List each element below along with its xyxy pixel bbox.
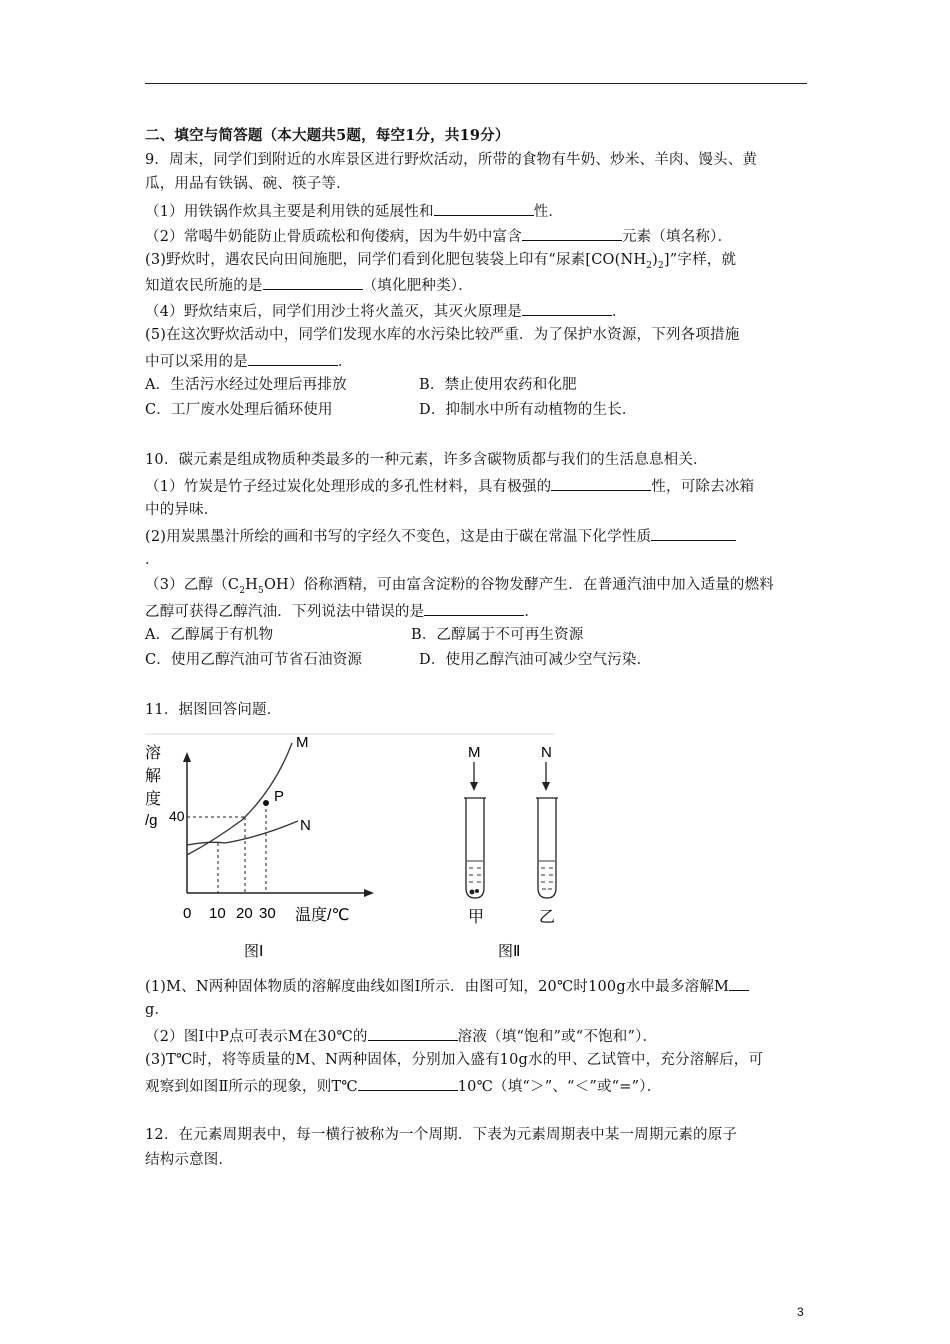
- subscript: 5: [258, 585, 264, 596]
- q9-part3-text-c: ]”字样，就: [663, 252, 737, 268]
- answer-blank[interactable]: [424, 600, 524, 616]
- arrow-n-head: [542, 782, 550, 791]
- q10-part3-line2-text: 乙醇可获得乙醇汽油．下列说法中错误的是: [145, 604, 425, 620]
- test-tube-diagram: [464, 744, 558, 960]
- tube-jia-name: 甲: [468, 909, 485, 926]
- curve-n-label: N: [300, 817, 311, 834]
- q11-part3-line2-text: 观察到如图Ⅱ所示的现象，则T℃: [145, 1079, 358, 1095]
- subscript: 2: [239, 585, 246, 596]
- header-rule: [145, 83, 807, 84]
- q11-part3-line2-suffix: 10℃（填“＞”、“＜”或“=”）．: [457, 1079, 662, 1095]
- answer-blank[interactable]: [358, 1075, 458, 1091]
- q10-part3-text: （3）乙醇（C: [145, 577, 240, 593]
- q9-part3-text: (3)野炊时，遇农民向田间施肥，同学们看到化肥包装袋上印有“尿素[CO(NH: [145, 252, 647, 268]
- q10-stem: 10．碳元素是组成物质种类最多的一种元素，许多含碳物质都与我们的生活息息相关．: [145, 452, 708, 468]
- q10-part3-line2-suffix: ．: [524, 604, 540, 620]
- q9-stem-line2: 瓜，用品有铁锅、碗、筷子等．: [145, 176, 351, 192]
- x-axis-label: 温度/℃: [295, 907, 350, 924]
- q11-part2: [145, 1025, 657, 1047]
- q9-part5-line2: [145, 350, 353, 372]
- y-axis-arrow: [183, 752, 191, 762]
- x-tick-label: 0: [183, 905, 192, 922]
- q10-part3-text-c: OH）俗称酒精，可由富含淀粉的谷物发酵产生．在普通汽油中加入适量的燃料: [263, 577, 774, 593]
- arrow-m-head: [470, 782, 478, 791]
- q9-part1-text: （1）用铁锅作炊具主要是利用铁的延展性和: [145, 204, 434, 220]
- y-axis-label-char: 度: [145, 791, 162, 808]
- y-axis-label-char: 解: [145, 768, 162, 785]
- q10-part3: [145, 575, 774, 595]
- subscript: 2: [646, 260, 653, 271]
- q11-part1-text: (1)M、N两种固体物质的溶解度曲线如图Ⅰ所示．由图可知，20℃时100g水中最多溶解M: [145, 979, 730, 995]
- q10-part3-text-b: H: [245, 577, 259, 593]
- q9-part5-line1: (5)在这次野炊活动中，同学们发现水库的水污染比较严重．为了保护水资源，下列各项措施: [145, 327, 740, 343]
- tube-jia-liquid: [469, 868, 481, 882]
- y-axis-label-char: /g: [145, 812, 158, 829]
- answer-blank[interactable]: [263, 274, 363, 290]
- q9-stem-line1: 9．周末，同学们到附近的水库景区进行野炊活动，所带的食物有牛奶、炒米、羊肉、馒头、黄: [145, 152, 758, 168]
- q10-part2-line2: ．: [145, 552, 160, 568]
- q10-option-c: C．使用乙醇汽油可节省石油资源: [145, 652, 363, 668]
- point-p: [263, 800, 269, 806]
- point-p-label: P: [274, 788, 285, 805]
- q11-part1-line2: g．: [145, 1002, 170, 1018]
- q11-part2-suffix: 溶液（填“饱和”或“不饱和”）．: [457, 1029, 658, 1045]
- q10-option-d: D．使用乙醇汽油可减少空气污染．: [419, 652, 652, 668]
- q9-part3-line2-suffix: （填化肥种类）．: [362, 278, 473, 294]
- q10-part1-line2: 中的异味．: [145, 502, 219, 518]
- q9-part4-text: （4）野炊结束后，同学们用沙土将火盖灭，其灭火原理是: [145, 304, 522, 320]
- x-tick-label: 10: [209, 905, 226, 922]
- q9-part2-text: （2）常喝牛奶能防止骨质疏松和佝偻病，因为牛奶中富含: [145, 229, 522, 245]
- q9-part5-line2-text: 中可以采用的是: [145, 354, 248, 370]
- undissolved-solid: [470, 890, 475, 895]
- q9-part1-suffix: 性．: [533, 204, 564, 220]
- x-tick-label: 20: [236, 905, 253, 922]
- q11-part1: [145, 975, 749, 997]
- q9-part4-suffix: ．: [611, 304, 627, 320]
- tube-jia-label-m: M: [468, 744, 481, 761]
- tube-yi-liquid: [541, 868, 553, 889]
- tube-yi-name: 乙: [539, 909, 556, 926]
- y-tick-label: 40: [169, 808, 185, 824]
- q10-option-a: A．乙醇属于有机物: [145, 627, 274, 643]
- x-tick-label: 30: [259, 905, 276, 922]
- q9-part5-line2-suffix: ．: [337, 354, 353, 370]
- tube-yi-label-n: N: [541, 744, 552, 761]
- answer-blank[interactable]: [434, 200, 534, 216]
- answer-blank[interactable]: [651, 525, 736, 541]
- q11-part3-line2: [145, 1075, 661, 1097]
- q9-part3-line2-text: 知道农民所施的是: [145, 278, 263, 294]
- q9-part2-suffix: 元素（填名称）．: [621, 229, 733, 245]
- q9-option-d: D．抑制水中所有动植物的生长．: [419, 402, 637, 418]
- answer-blank[interactable]: [729, 975, 749, 991]
- q9-option-b: B．禁止使用农药和化肥: [419, 377, 577, 393]
- q9-part1: [145, 200, 563, 222]
- section-title: 二、填空与简答题（本大题共5题，每空1分，共19分）: [145, 127, 510, 144]
- q10-part2-text: (2)用炭黑墨汁所绘的画和书写的字经久不变色，这是由于碳在常温下化学性质: [145, 529, 652, 545]
- q11-stem: 11．据图回答问题．: [145, 702, 282, 718]
- q10-part1: [145, 475, 754, 497]
- q10-option-b: B．乙醇属于不可再生资源: [411, 627, 584, 643]
- q12-line1: 12．在元素周期表中，每一横行被称为一个周期．下表为元素周期表中某一周期元素的原子: [145, 1127, 738, 1143]
- tube-jia: [466, 798, 484, 898]
- solubility-chart: [145, 734, 374, 960]
- q10-part1-suffix: 性，可除去冰箱: [651, 479, 755, 495]
- curve-n: [187, 821, 298, 845]
- q11-part3-line1: (3)T℃时，将等质量的M、N两种固体，分别加入盛有10g水的甲、乙试管中，充分溶解后，可: [145, 1052, 764, 1068]
- y-axis-label-char: 溶: [145, 745, 162, 762]
- page-number: 3: [797, 1305, 804, 1319]
- subscript: 2: [657, 260, 664, 271]
- curve-m-label: M: [296, 734, 309, 751]
- q9-option-c: C．工厂废水处理后循环使用: [145, 402, 333, 418]
- answer-blank[interactable]: [248, 350, 338, 366]
- q9-part4: [145, 300, 627, 322]
- figure-2-caption: 图Ⅱ: [498, 943, 521, 960]
- answer-blank[interactable]: [551, 475, 651, 491]
- q9-part3-line2: [145, 274, 473, 296]
- q9-option-a: A．生活污水经过处理后再排放: [145, 377, 347, 393]
- figure-1-caption: 图Ⅰ: [244, 943, 264, 960]
- tube-yi: [538, 798, 556, 898]
- x-axis-arrow: [364, 889, 374, 897]
- q9-part3-text-b: ): [652, 252, 658, 268]
- undissolved-solid: [475, 889, 479, 893]
- q9-part3-line1: [145, 250, 736, 270]
- q10-part1-text: （1）竹炭是竹子经过炭化处理形成的多孔性材料，具有极强的: [145, 479, 552, 495]
- q9-part2: [145, 225, 732, 247]
- q11-figures: [140, 728, 560, 968]
- answer-blank[interactable]: [368, 1025, 458, 1041]
- answer-blank[interactable]: [522, 300, 612, 316]
- q10-part2: [145, 525, 736, 547]
- q12-line2: 结构示意图．: [145, 1152, 234, 1168]
- answer-blank[interactable]: [522, 225, 622, 241]
- q11-part2-text: （2）图Ⅰ中P点可表示M在30℃的: [145, 1029, 368, 1045]
- q10-part3-line2: [145, 600, 539, 622]
